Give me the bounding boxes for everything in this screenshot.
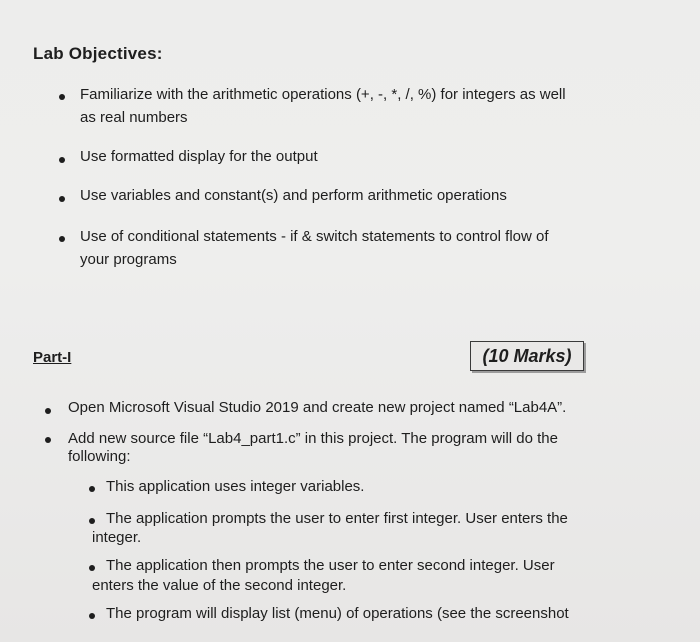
step-1-line1: Open Microsoft Visual Studio 2019 and create new project named “Lab4A”. (68, 399, 567, 416)
bullet-dot (59, 236, 65, 242)
bullet-dot (45, 408, 51, 414)
substep-4-line1: The program will display list (menu) of operations (see the screenshot (106, 605, 569, 622)
objective-4-line2: your programs (80, 251, 177, 268)
bullet-dot (59, 196, 65, 202)
substep-2-line2: integer. (92, 529, 142, 546)
step-2-line2: following: (68, 448, 131, 465)
substep-3-line1: The application then prompts the user to enter second integer. User (106, 557, 555, 574)
substep-1-line1: This application uses integer variables. (106, 478, 365, 495)
bullet-dot (89, 518, 95, 524)
bullet-dot (59, 94, 65, 100)
bullet-dot (89, 565, 95, 571)
objective-1-line1: Familiarize with the arithmetic operations (+, -, *, /, %) for integers as well (80, 86, 566, 103)
substep-3-line2: enters the value of the second integer. (92, 577, 347, 594)
step-2-line1: Add new source file “Lab4_part1.c” in this project. The program will do the (68, 430, 558, 447)
objective-2-line1: Use formatted display for the output (80, 148, 318, 165)
lab-objectives-heading: Lab Objectives: (33, 44, 163, 63)
bullet-dot (45, 437, 51, 443)
bullet-dot (89, 486, 95, 492)
part-label: Part-I (33, 349, 72, 366)
bullet-dot (89, 613, 95, 619)
objective-4-line1: Use of conditional statements - if & switch statements to control flow of (80, 228, 549, 245)
substep-2-line1: The application prompts the user to enter first integer. User enters the (106, 510, 568, 527)
objective-1-line2: as real numbers (80, 109, 188, 126)
marks-box: (10 Marks) (470, 341, 584, 371)
objective-3-line1: Use variables and constant(s) and perform arithmetic operations (80, 187, 507, 204)
bullet-dot (59, 157, 65, 163)
